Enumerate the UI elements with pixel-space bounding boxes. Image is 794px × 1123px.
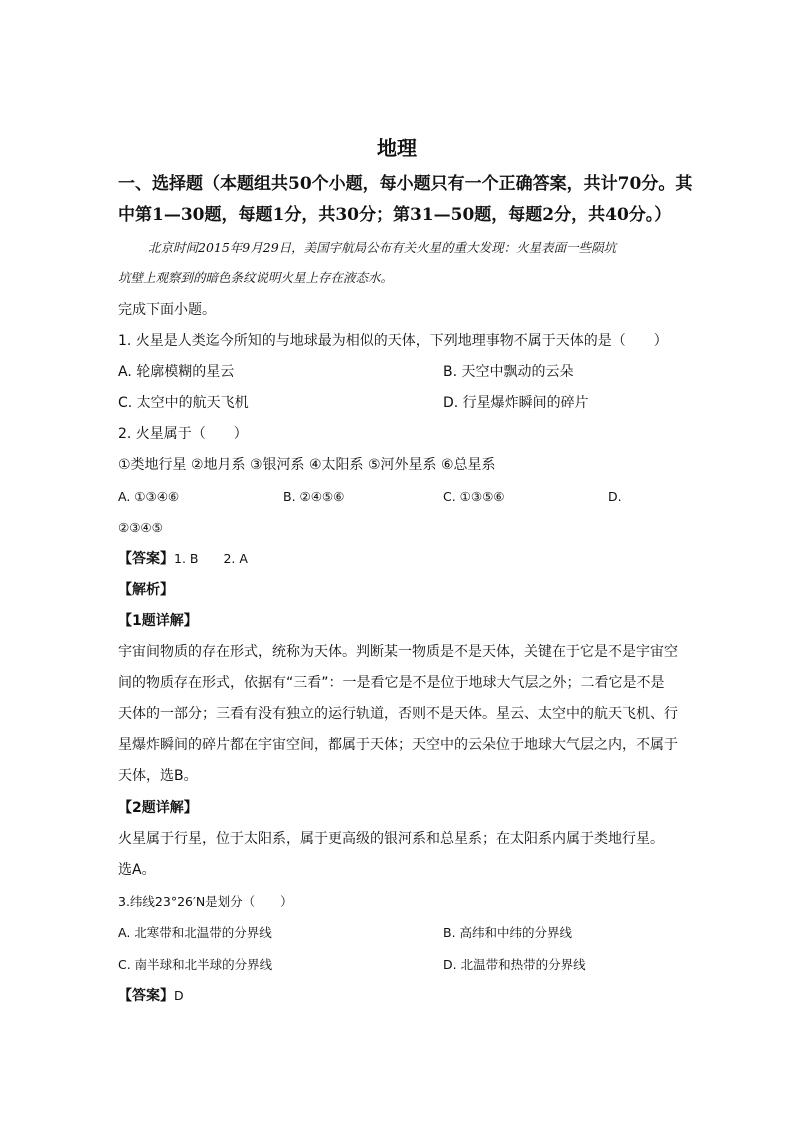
question-3-option-c: C. 南半球和北半球的分界线	[118, 957, 273, 972]
detail-2-line-2: 选A。	[118, 862, 156, 878]
question-2-option-d-continued: ②③④⑤	[118, 520, 163, 535]
section-heading-line1: 一、选择题（本题组共50个小题，每小题只有一个正确答案，共计70分。其	[118, 174, 693, 194]
question-1-option-a: A. 轮廓模糊的星云	[118, 364, 235, 380]
question-2-stem: 2. 火星属于（ ）	[118, 426, 248, 442]
question-2-items: ①类地行星 ②地月系 ③银河系 ④太阳系 ⑤河外星系 ⑥总星系	[118, 457, 496, 473]
question-3-option-a: A. 北寒带和北温带的分界线	[118, 925, 272, 940]
detail-1-line-1: 宇宙间物质的存在形式，统称为天体。判断某一物质是不是天体，关键在于它是不是宇宙空	[118, 644, 678, 660]
answer-row	[118, 549, 248, 569]
question-1-option-b: B. 天空中飘动的云朵	[443, 364, 574, 380]
question-3-stem: 3.纬线23°26′N是划分（ ）	[118, 894, 293, 909]
analysis-label: 【解析】	[118, 582, 174, 598]
detail-1-label: 【1题详解】	[118, 613, 198, 629]
answer-3-text: D	[174, 988, 184, 1003]
answer-3-label: 【答案】	[118, 988, 174, 1004]
passage-line1: 北京时间2015年9月29日，美国宇航局公布有关火星的重大发现：火星表面一些陨坑	[148, 240, 617, 255]
question-2-option-b: B. ②④⑤⑥	[283, 489, 345, 504]
question-1-option-d: D. 行星爆炸瞬间的碎片	[443, 395, 589, 411]
detail-2-label: 【2题详解】	[118, 800, 198, 816]
answer-3-row	[118, 986, 184, 1006]
question-1-stem: 1. 火星是人类迄今所知的与地球最为相似的天体，下列地理事物不属于天体的是（ ）	[118, 333, 668, 349]
instruction: 完成下面小题。	[118, 302, 216, 318]
answer-text: 1. B 2. A	[174, 551, 248, 566]
detail-1-line-4: 星爆炸瞬间的碎片都在宇宙空间，都属于天体；天空中的云朵位于地球大气层之内，不属于	[118, 737, 678, 753]
detail-1-line-5: 天体，选B。	[118, 768, 198, 784]
answer-label: 【答案】	[118, 551, 174, 567]
detail-1-line-2: 间的物质存在形式，依据有“三看”：一是看它是不是位于地球大气层之外；二看它是不是	[118, 675, 665, 691]
section-heading-line2: 中第1—30题，每题1分，共30分；第31—50题，每题2分，共40分。）	[118, 205, 672, 225]
detail-2-line-1: 火星属于行星，位于太阳系，属于更高级的银河系和总星系；在太阳系内属于类地行星。	[118, 831, 664, 847]
passage-line2: 坑壁上观察到的暗色条纹说明火星上存在液态水。	[118, 270, 394, 285]
question-2-option-d: D.	[608, 489, 622, 504]
page-title: 地理	[377, 136, 417, 160]
question-2-option-a: A. ①③④⑥	[118, 489, 180, 504]
question-3-option-b: B. 高纬和中纬的分界线	[443, 925, 573, 940]
question-1-option-c: C. 太空中的航天飞机	[118, 395, 249, 411]
detail-1-line-3: 天体的一部分；三看有没有独立的运行轨道，否则不是天体。星云、太空中的航天飞机、行	[118, 706, 678, 722]
question-3-option-d: D. 北温带和热带的分界线	[443, 957, 586, 972]
question-2-option-c: C. ①③⑤⑥	[443, 489, 505, 504]
